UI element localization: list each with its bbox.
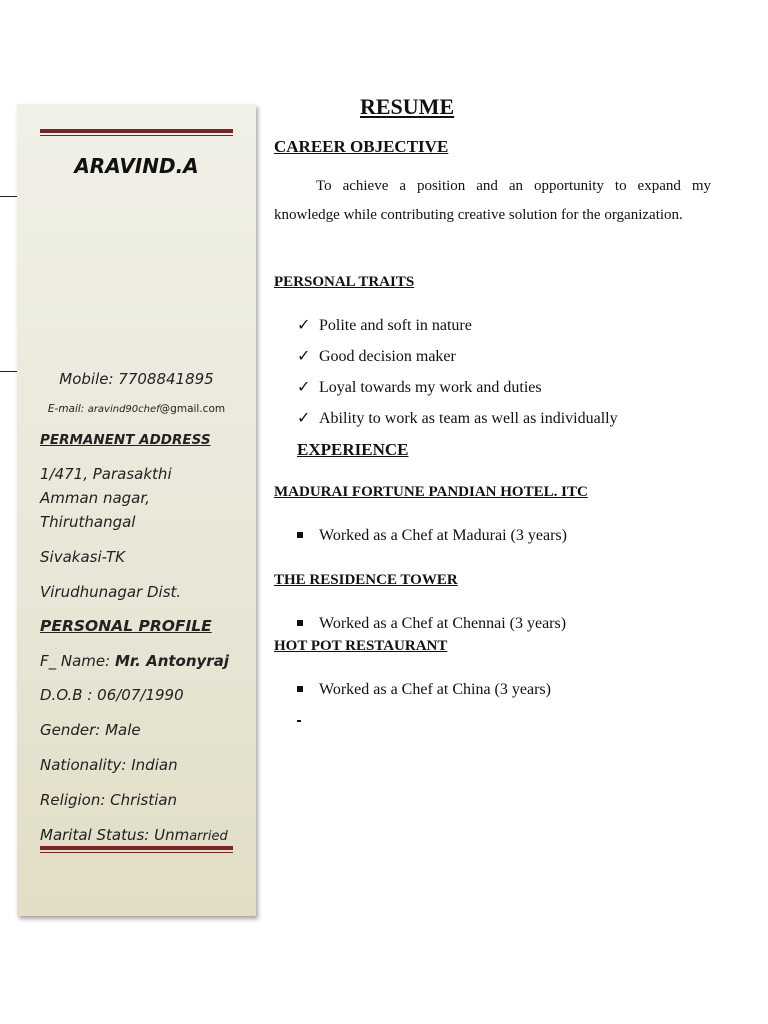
- checkmark-icon: ✓: [297, 410, 311, 427]
- square-bullet-icon: [297, 686, 303, 692]
- address-line-3: Thiruthangal: [40, 513, 136, 531]
- empty-bullet-mark: [297, 720, 301, 722]
- mobile-number: Mobile: 7708841895: [59, 370, 214, 388]
- career-objective-heading: CAREER OBJECTIVE: [274, 137, 449, 156]
- trait-item: ✓ Polite and soft in nature: [297, 317, 472, 334]
- father-name: F_ Name: Mr. Antonyraj: [40, 652, 229, 670]
- job-detail-3: Worked as a Chef at China (3 years): [297, 681, 551, 699]
- top-divider: [40, 129, 233, 136]
- employer-3: HOT POT RESTAURANT: [274, 638, 448, 654]
- checkmark-icon: ✓: [297, 379, 311, 396]
- square-bullet-icon: [297, 532, 303, 538]
- personal-profile-heading: PERSONAL PROFILE: [40, 617, 212, 635]
- checkmark-icon: ✓: [297, 348, 311, 365]
- checkmark-icon: ✓: [297, 317, 311, 334]
- experience-heading: EXPERIENCE: [297, 440, 409, 459]
- employer-2: THE RESIDENCE TOWER: [274, 572, 458, 588]
- bottom-divider: [40, 846, 233, 853]
- employer-1: MADURAI FORTUNE PANDIAN HOTEL. ITC: [274, 484, 588, 500]
- address-line-1: 1/471, Parasakthi: [40, 465, 172, 483]
- personal-traits-heading: PERSONAL TRAITS: [274, 274, 415, 290]
- date-of-birth: D.O.B : 06/07/1990: [40, 686, 184, 704]
- marital-status: Marital Status: Unmarried: [40, 826, 228, 844]
- taluk: Sivakasi-TK: [40, 548, 125, 566]
- candidate-name: ARAVIND.A: [74, 154, 199, 178]
- email-address: E-mail: aravind90chef@gmail.com: [47, 403, 226, 415]
- religion: Religion: Christian: [40, 791, 178, 809]
- address-line-2: Amman nagar,: [40, 489, 150, 507]
- district: Virudhunagar Dist.: [40, 583, 182, 601]
- job-detail-2: Worked as a Chef at Chennai (3 years): [297, 615, 566, 633]
- career-objective-text: To achieve a position and an opportunity to expand my knowledge while contributing creative solution for the organization.: [274, 178, 711, 223]
- page-title: RESUME: [360, 94, 455, 119]
- gender: Gender: Male: [40, 721, 141, 739]
- job-detail-1: Worked as a Chef at Madurai (3 years): [297, 527, 567, 545]
- square-bullet-icon: [297, 620, 303, 626]
- trait-item: ✓ Ability to work as team as well as individually: [297, 410, 618, 427]
- nationality: Nationality: Indian: [40, 756, 178, 774]
- permanent-address-heading: PERMANENT ADDRESS: [40, 432, 211, 448]
- trait-item: ✓ Good decision maker: [297, 348, 456, 365]
- trait-item: ✓ Loyal towards my work and duties: [297, 379, 542, 396]
- sidebar-panel: [17, 104, 256, 916]
